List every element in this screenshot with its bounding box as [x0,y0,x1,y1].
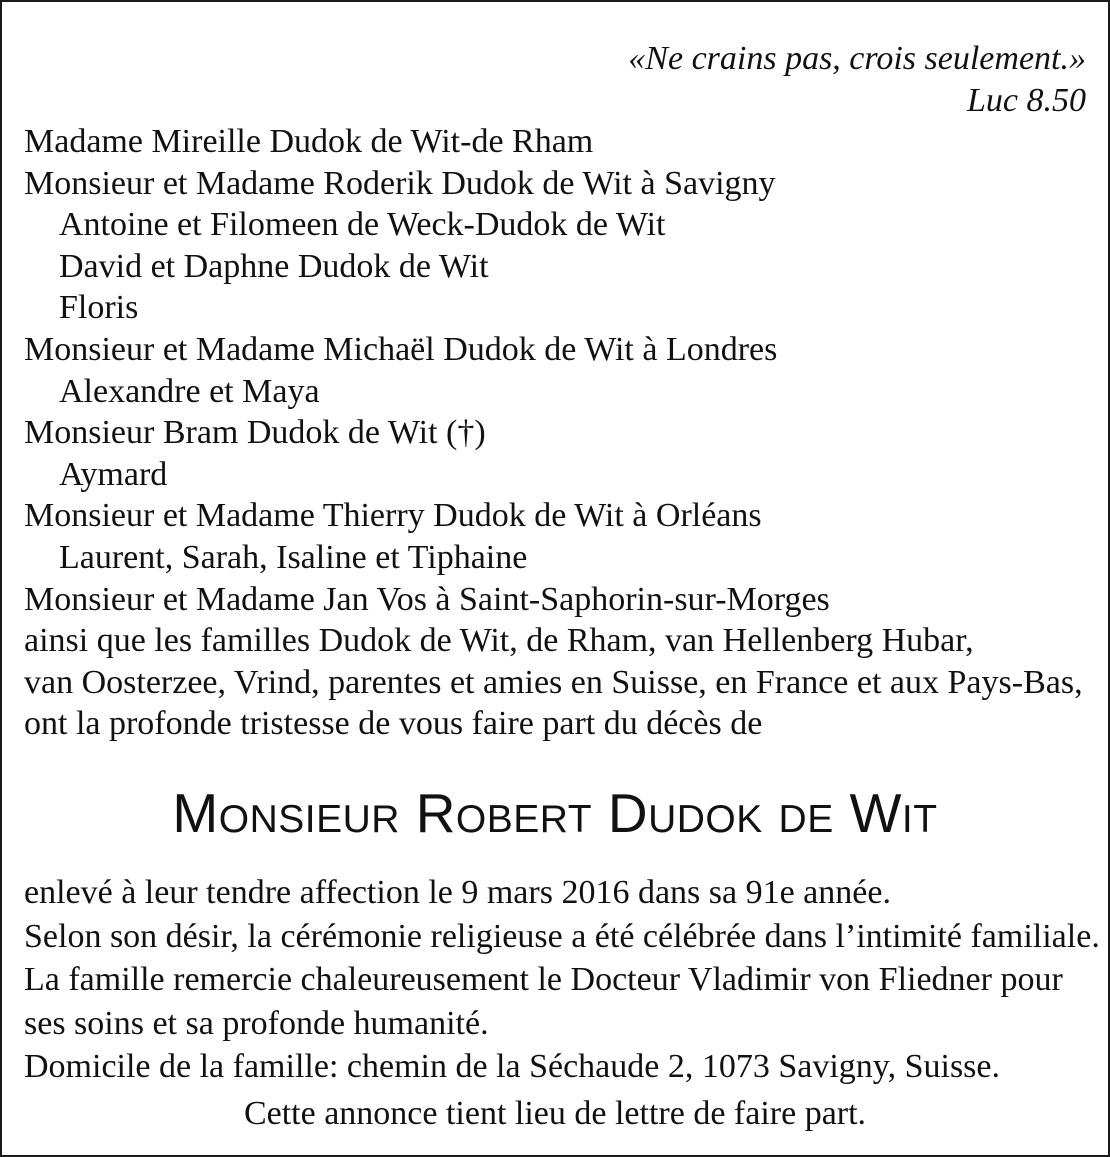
announcement-line: ainsi que les familles Dudok de Wit, de Rham, van Hellenberg Hubar, [24,622,974,660]
family-line: Madame Mireille Dudok de Wit-de Rham [24,123,594,160]
family-list [24,121,1094,745]
family-line-child: Floris [59,289,139,327]
family-line-child: Alexandre et Maya [59,372,320,410]
verse-quote: «Ne crains pas, crois seulement.» [628,40,1086,77]
announcement-line: ont la profonde tristesse de vous faire part du décès de [24,705,763,743]
notice-details [24,871,1100,1089]
closing-note: Cette annonce tient lieu de lettre de faire part. [243,1095,867,1132]
family-line: Monsieur Bram Dudok de Wit (†) [24,414,486,452]
deceased-name: Monsieur Robert Dudok de Wit [172,782,938,844]
bible-verse [628,38,1086,122]
family-line: Monsieur et Madame Roderik Dudok de Wit à Savigny [24,164,776,202]
family-line-child: Antoine et Filomeen de Weck-Dudok de Wit [59,206,666,244]
announcement-line: van Oosterzee, Vrind, parentes et amies en Suisse, en France et aux Pays-Bas, [24,663,1083,701]
verse-reference: Luc 8.50 [967,82,1086,119]
family-line: Monsieur et Madame Thierry Dudok de Wit à Orléans [24,497,762,535]
family-line: Monsieur et Madame Jan Vos à Saint-Saphorin-sur-Morges [24,580,830,618]
detail-line: Domicile de la famille: chemin de la Séchaude 2, 1073 Savigny, Suisse. [24,1048,1001,1086]
detail-line: ses soins et sa profonde humanité. [24,1004,489,1042]
family-line-child: Aymard [59,455,168,493]
family-line: Monsieur et Madame Michaël Dudok de Wit à Londres [24,330,778,368]
family-line-child: David et Daphne Dudok de Wit [59,247,489,285]
detail-line: Selon son désir, la cérémonie religieuse a été célébrée dans l’intimité familiale. [24,917,1100,955]
detail-line: enlevé à leur tendre affection le 9 mars 2016 dans sa 91e année. [24,874,891,911]
detail-line: La famille remercie chaleureusement le Docteur Vladimir von Fliedner pour [24,961,1063,999]
family-line-child: Laurent, Sarah, Isaline et Tiphaine [59,538,528,576]
